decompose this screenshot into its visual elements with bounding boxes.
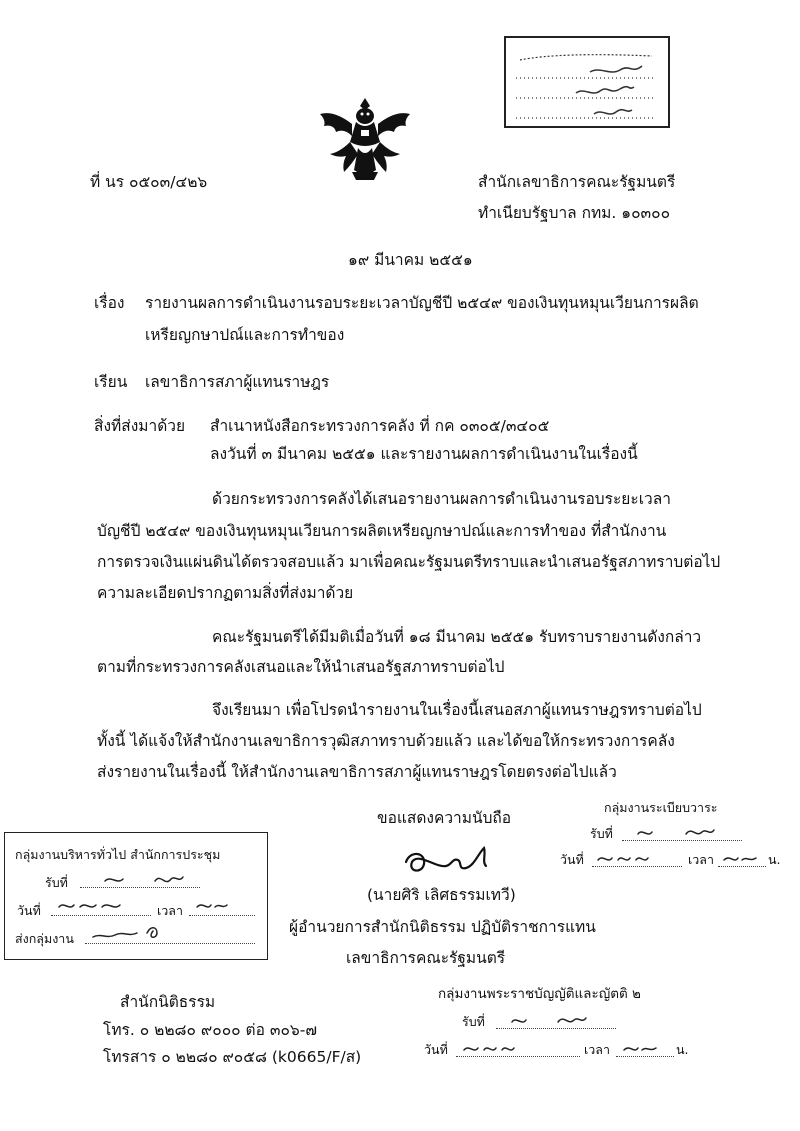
stamp-general-admin: [4, 832, 268, 960]
stamp-mid-time-label: เวลา: [688, 852, 714, 867]
to-value: เลขาธิการสภาผู้แทนราษฎร: [145, 373, 330, 391]
stamp-bottom-date-label: วันที่: [424, 1042, 448, 1057]
to-label: เรียน: [94, 373, 128, 391]
footer-phone: โทร. ๐ ๒๒๘๐ ๙๐๐๐ ต่อ ๓๐๖-๗: [103, 1021, 317, 1039]
body-p3-line-3: ส่งรายงานในเรื่องนี้ ให้สำนักงานเลขาธิการสภาผู้แทนราษฎรโดยตรงต่อไปแล้ว: [97, 763, 617, 781]
stamp-left-title: กลุ่มงานบริหารทั่วไป สำนักการประชุม: [15, 847, 221, 862]
office-name: สำนักเลขาธิการคณะรัฐมนตรี: [478, 173, 676, 191]
receiving-stamp-top: [504, 36, 670, 128]
stamp-acts-motions-group: [420, 986, 700, 1062]
body-p1-line-1: ด้วยกระทรวงการคลังได้เสนอรายงานผลการดำเนินงานรอบระยะเวลา: [212, 490, 671, 508]
stamp-left-handwriting: [5, 833, 267, 959]
stamp-bottom-time-label: เวลา: [584, 1042, 610, 1057]
subject-label: เรื่อง: [94, 294, 125, 312]
signature: [400, 840, 500, 880]
stamp-bottom-received-label: รับที่: [462, 1014, 485, 1029]
body-p1-line-4: ความละเอียดปรากฏตามสิ่งที่ส่งมาด้วย: [97, 584, 354, 602]
subject-line-2: เหรียญกษาปณ์และการทำของ: [145, 326, 345, 344]
reference-number: ที่ นร ๐๕๐๓/๔๒๖: [90, 173, 208, 191]
stamp-mid-handwriting: [560, 800, 780, 872]
enclosure-line-1: สำเนาหนังสือกระทรวงการคลัง ที่ กค ๐๓๐๕/๓๔๐๕: [210, 417, 550, 435]
subject-line-1: รายงานผลการดำเนินงานรอบระยะเวลาบัญชีปี ๒๕๔๙ ของเงินทุนหมุนเวียนการผลิต: [145, 294, 699, 312]
footer-dept: สำนักนิติธรรม: [120, 993, 216, 1011]
body-p3-line-1: จึงเรียนมา เพื่อโปรดนำรายงานในเรื่องนี้เสนอสภาผู้แทนราษฎรทราบต่อไป: [212, 701, 702, 719]
stamp-agenda-group: [560, 800, 780, 872]
stamp-mid-time-suffix: น.: [768, 852, 781, 867]
body-p2-line-1: คณะรัฐมนตรีได้มีมติเมื่อวันที่ ๑๘ มีนาคม ๒๕๕๑ รับทราบรายงานดังกล่าว: [212, 628, 702, 646]
stamp-bottom-handwriting: [420, 986, 700, 1062]
signatory-name: (นายศิริ เลิศธรรมเทวี): [367, 886, 516, 904]
letter-date: ๑๙ มีนาคม ๒๕๕๑: [348, 251, 473, 269]
garuda-emblem: [312, 92, 418, 188]
signatory-title-2: เลขาธิการคณะรัฐมนตรี: [346, 949, 506, 967]
body-p1-line-2: บัญชีปี ๒๕๔๙ ของเงินทุนหมุนเวียนการผลิตเหรียญกษาปณ์และการทำของ ที่สำนักงาน: [97, 522, 667, 540]
signatory-title-1: ผู้อำนวยการสำนักนิติธรรม ปฏิบัติราชการแทน: [289, 918, 596, 936]
footer-fax: โทรสาร ๐ ๒๒๘๐ ๙๐๕๘ (k0665/F/ส): [103, 1048, 362, 1066]
enclosure-label: สิ่งที่ส่งมาด้วย: [94, 417, 186, 435]
enclosure-line-2: ลงวันที่ ๓ มีนาคม ๒๕๕๑ และรายงานผลการดำเนินงานในเรื่องนี้: [210, 445, 638, 463]
stamp-left-time-label: เวลา: [157, 903, 183, 918]
stamp-bottom-time-suffix: น.: [676, 1042, 689, 1057]
stamp-left-received-label: รับที่: [45, 875, 68, 890]
stamp-bottom-title: กลุ่มงานพระราชบัญญัติและญัตติ ๒: [438, 986, 641, 1002]
stamp-left-send-label: ส่งกลุ่มงาน: [15, 931, 74, 946]
body-p2-line-2: ตามที่กระทรวงการคลังเสนอและให้นำเสนอรัฐสภาทราบต่อไป: [97, 658, 505, 676]
body-p3-line-2: ทั้งนี้ ได้แจ้งให้สำนักงานเลขาธิการวุฒิสภาทราบด้วยแล้ว และได้ขอให้กระทรวงการคลัง: [97, 732, 675, 750]
body-p1-line-3: การตรวจเงินแผ่นดินได้ตรวจสอบแล้ว มาเพื่อคณะรัฐมนตรีทราบและนำเสนอรัฐสภาทราบต่อไป: [97, 553, 721, 571]
stamp-mid-received-label: รับที่: [590, 826, 613, 841]
stamp-left-date-label: วันที่: [17, 903, 41, 918]
office-address: ทำเนียบรัฐบาล กทม. ๑๐๓๐๐: [478, 204, 671, 222]
stamp-mid-title: กลุ่มงานระเบียบวาระ: [604, 800, 718, 815]
stamp-illegible-marks: [506, 38, 668, 126]
stamp-mid-date-label: วันที่: [560, 852, 584, 867]
closing-regards: ขอแสดงความนับถือ: [377, 809, 512, 827]
